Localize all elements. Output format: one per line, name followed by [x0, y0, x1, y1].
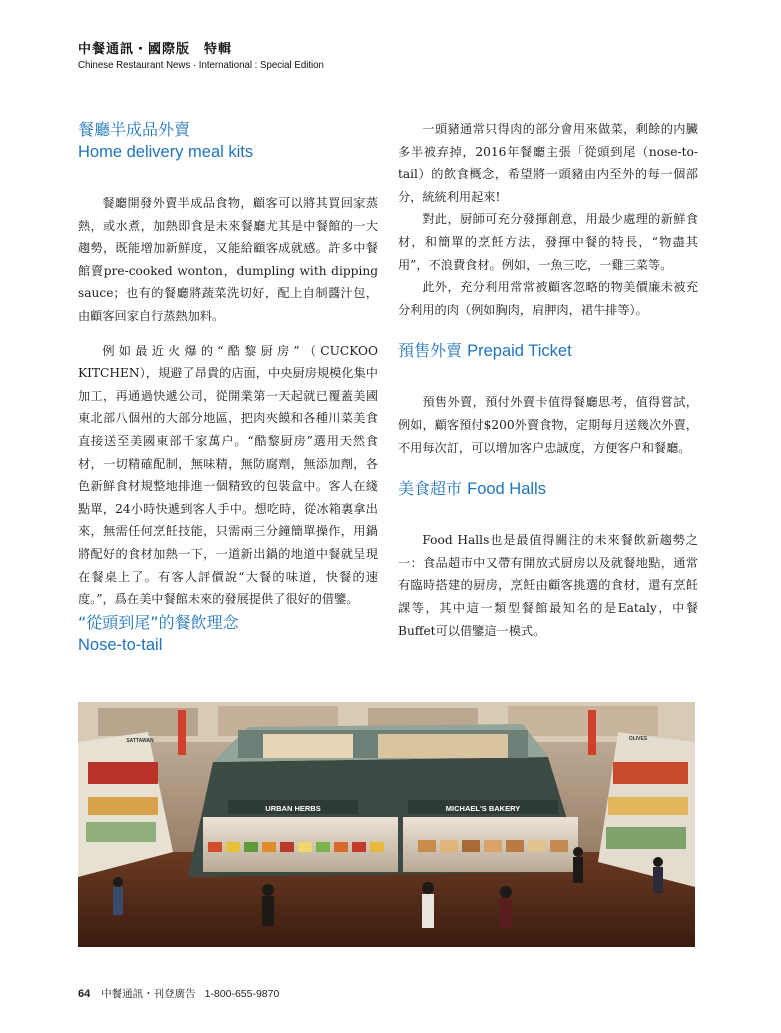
left-column [78, 118, 378, 657]
masthead [78, 38, 478, 71]
heading-zh: “從頭到尾”的餐飲理念 [78, 612, 239, 632]
paragraph: 此外，充分利用常常被顧客忽略的物美價廉未被充分利用的肉（例如胸肉，肩胛肉，裙牛排等）。 [398, 280, 698, 317]
sign-sattawan: SATTAWAN [126, 738, 154, 744]
paragraph: 例如最近火爆的“酷黎厨房”（CUCKOO KITCHEN），規避了昂貴的店面，中央厨房規模化集中加工，再通過快遞公司，從開業第一天起就已覆蓋美國東北部八個州的大部分地區，把肉夾饃和各種川菜美食直接送至美國東部千家萬户。“酷黎厨房”選用天然食材，一切精確配制，無味精，無防腐劑，無添加劑，各色新鮮食材規整地排進一個精致的包裝盒中。客人在綫點單，24小時快遞到客人手中。想吃時，從冰箱裏拿出來，無需任何烹飪技能，只需兩三分鐘簡單操作，用鍋將配好的食材加熱一下，一道新出鍋的地道中餐就呈現在餐桌上了。有客人評價說“大餐的味道，快餐的速度。”，爲在美中餐館未來的發展提供了很好的借鑒。 [78, 343, 378, 607]
masthead-title-zh: 中餐通訊・國際版 特輯 [78, 42, 233, 57]
section-heading-food-halls [398, 477, 698, 501]
footer-publication: 中餐通訊・刊登廣告 [101, 988, 196, 1000]
sign-olives: OLIVES [628, 736, 648, 742]
heading-en: Food Halls [467, 480, 546, 499]
masthead-title-en: Chinese Restaurant News · International : Special Edition [78, 59, 324, 71]
paragraph: 預售外賣，預付外賣卡值得餐廳思考，值得嘗試，例如，顧客預付$200外賣食物，定期每月送幾次外賣，不用每次訂，可以增加客户忠誠度，方便客户和餐廳。 [398, 395, 698, 455]
section-heading-prepaid [398, 339, 698, 363]
food-hall-photo [78, 702, 695, 947]
heading-zh: 美食超市 [398, 479, 463, 499]
page-footer [78, 986, 279, 1001]
paragraph: 一頭豬通常只得肉的部分會用來做菜，剩餘的内臟多半被弃掉，2016年餐廳主張「從頭到尾（nose-to-tail）的飲食概念，希望將一頭豬由内至外的每一個部分，統統利用起來! [398, 122, 698, 204]
heading-en: Nose-to-tail [78, 635, 163, 654]
sign-urban-herbs: URBAN HERBS [265, 804, 321, 813]
heading-zh: 餐廳半成品外賣 [78, 120, 191, 139]
heading-zh: 預售外賣 [398, 341, 463, 361]
section-heading-nose-to-tail [78, 611, 378, 657]
footer-phone: 1-800-655-9870 [204, 988, 280, 1000]
heading-en: Prepaid Ticket [467, 342, 572, 361]
page-number: 64 [78, 988, 91, 1000]
right-column [398, 118, 698, 642]
paragraph: 對此，厨師可充分發揮創意，用最少處理的新鮮食材，和簡單的烹飪方法，發揮中餐的特長，“物盡其用”，不浪費食材。例如，一魚三吃，一雞三菜等。 [398, 212, 698, 272]
paragraph: 餐廳開發外賣半成品食物，顧客可以將其買回家蒸熱，或水煮，加熱即食是未來餐廳尤其是中餐館的一大趨勢，既能增加新鮮度，又能給顧客成就感。許多中餐館賣pre-cooked wonton，dumpling with dipping sauce；也有的餐廳將蔬菜洗切好，配上自制醬汁包，由顧客回家自行蒸熱加料。 [78, 196, 378, 323]
section-heading-meal-kits [78, 118, 378, 164]
heading-en: Home delivery meal kits [78, 143, 254, 161]
paragraph: Food Halls也是最值得關注的未來餐飲新趨勢之一：食品超市中又帶有開放式厨房以及就餐地點，通常有臨時搭建的厨房，烹飪由顧客挑選的食材，還有烹飪課等，其中這一類型餐館最知名的是Eataly，中餐Buffet可以借鑒這一模式。 [398, 533, 698, 638]
sign-michaels-bakery: MICHAEL'S BAKERY [445, 804, 521, 813]
